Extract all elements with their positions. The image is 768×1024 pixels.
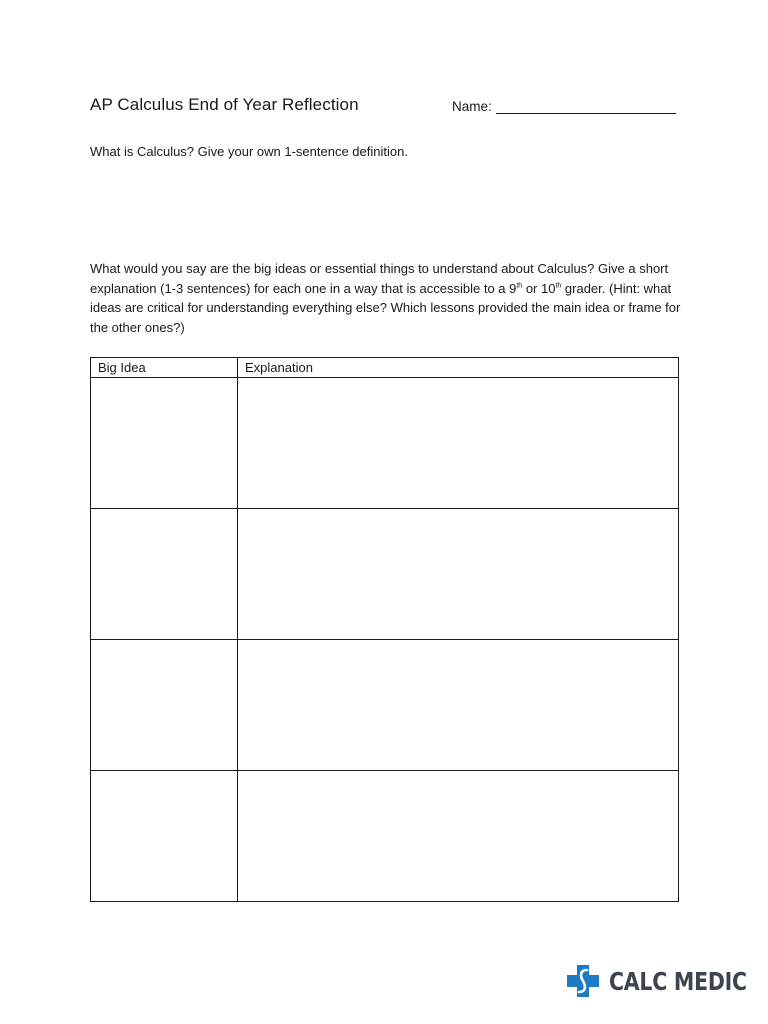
name-blank-line[interactable]: [496, 100, 676, 114]
question-big-ideas-part1: What would you say are the big ideas or essential things to understand about Calculus? Give a short explanation (1-3 sentences) for each one in a way that is accessible to a 9: [90, 261, 669, 296]
table-header-row: [91, 358, 679, 378]
big-idea-cell[interactable]: [91, 509, 238, 640]
question-definition: What is Calculus? Give your own 1-sentence definition.: [90, 144, 408, 159]
table-row: [91, 509, 679, 640]
explanation-cell[interactable]: [238, 509, 679, 640]
calc-medic-logo: [565, 963, 768, 999]
explanation-cell[interactable]: [238, 640, 679, 771]
table-row: [91, 640, 679, 771]
big-idea-cell[interactable]: [91, 771, 238, 902]
table-row: [91, 771, 679, 902]
explanation-cell[interactable]: [238, 378, 679, 509]
name-field-group: [452, 99, 676, 114]
explanation-cell[interactable]: [238, 771, 679, 902]
logo-wordmark: CALC MEDIC: [609, 966, 747, 996]
question-big-ideas-part3: grader. (Hint: what ideas are critical for understanding everything else? Which lessons provided the main idea or frame for the other ones?): [90, 280, 681, 335]
name-label: Name:: [452, 99, 492, 114]
column-header-big-idea: Big Idea: [91, 358, 238, 378]
superscript-th-1: th: [516, 282, 523, 290]
question-big-ideas-part2: or 10: [522, 280, 556, 296]
big-idea-cell[interactable]: [91, 640, 238, 771]
big-idea-cell[interactable]: [91, 378, 238, 509]
page-title: AP Calculus End of Year Reflection: [90, 95, 359, 114]
big-ideas-table: [90, 357, 679, 902]
question-big-ideas: [90, 259, 690, 337]
column-header-explanation: Explanation: [238, 358, 679, 378]
superscript-th-2: th: [555, 282, 562, 290]
table-row: [91, 378, 679, 509]
calc-medic-cross-icon: [565, 963, 601, 999]
